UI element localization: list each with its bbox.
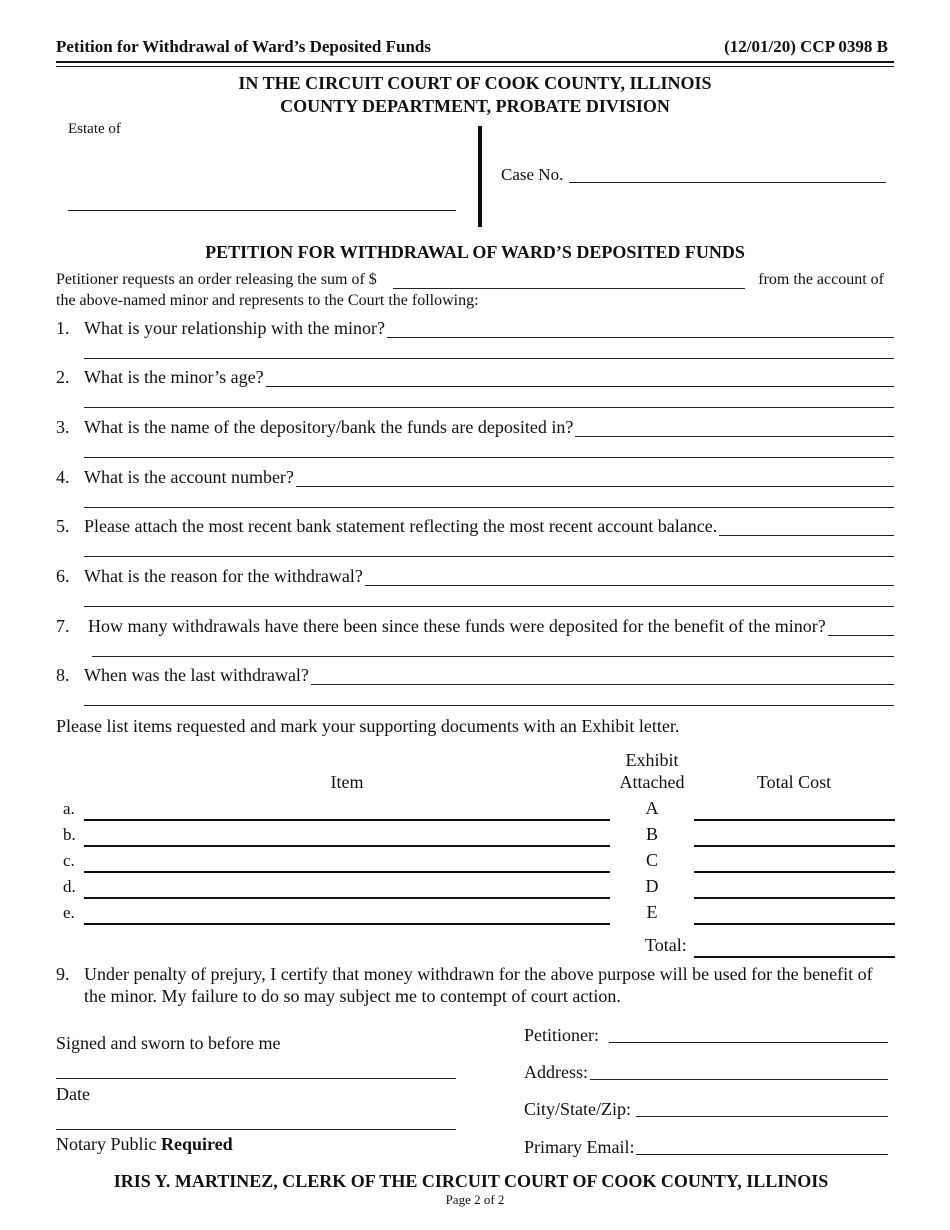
question-text: When was the last withdrawal? [84, 665, 309, 685]
col-exhibit-line2: Attached [619, 772, 685, 792]
intro-line2: the above-named minor and represents to the Court the following: [56, 292, 479, 309]
question-number: 1. [56, 318, 70, 338]
question-text: What is your relationship with the minor? [84, 318, 385, 338]
case-no-field[interactable] [569, 182, 886, 183]
question-text: Please attach the most recent bank statement reflecting the most recent account balance. [84, 516, 718, 536]
item-field[interactable] [84, 923, 610, 925]
answer-line[interactable] [84, 507, 894, 508]
answer-line[interactable] [84, 457, 894, 458]
certification-number: 9. [56, 964, 70, 984]
item-row-label: c. [63, 851, 75, 870]
question-number: 6. [56, 566, 70, 586]
intro-part1: Petitioner requests an order releasing the sum of $ [56, 271, 377, 288]
item-field[interactable] [84, 897, 610, 899]
address-field[interactable] [590, 1079, 888, 1080]
col-exhibit-line1: Exhibit [625, 750, 679, 770]
answer-line[interactable] [84, 556, 894, 557]
cost-field[interactable] [694, 897, 895, 899]
primary-email-field[interactable] [636, 1154, 888, 1155]
header-rule-top [56, 61, 894, 63]
notary-text: Notary Public [56, 1134, 157, 1154]
question-text: What is the minor’s age? [84, 367, 264, 387]
form-title: Petition for Withdrawal of Ward’s Deposited Funds [56, 37, 431, 56]
answer-line[interactable] [92, 656, 894, 657]
primary-email-label: Primary Email: [524, 1137, 635, 1157]
city-state-zip-field[interactable] [636, 1116, 888, 1117]
item-field[interactable] [84, 845, 610, 847]
question-number: 7. [56, 616, 70, 636]
cost-field[interactable] [694, 871, 895, 873]
caption-divider [478, 126, 482, 227]
certification-line1: Under penalty of prejury, I certify that money withdrawn for the above purpose will be used for the benefit of [84, 964, 873, 984]
case-no-label: Case No. [501, 165, 564, 184]
item-row-label: b. [63, 825, 76, 844]
notary-label [56, 1134, 233, 1155]
exhibit-letter: B [645, 824, 658, 844]
notary-signature-field[interactable] [56, 1129, 456, 1130]
form-code: (12/01/20) CCP 0398 B [724, 37, 888, 56]
question-text: What is the account number? [84, 467, 294, 487]
item-field[interactable] [84, 871, 610, 873]
col-item: Item [330, 772, 364, 792]
city-state-zip-label: City/State/Zip: [524, 1099, 631, 1119]
certification-line2: the minor. My failure to do so may subject me to contempt of court action. [84, 986, 621, 1006]
page-number: Page 2 of 2 [445, 1192, 505, 1207]
question-number: 4. [56, 467, 70, 487]
exhibit-letter: E [646, 902, 658, 922]
date-label: Date [56, 1084, 90, 1104]
answer-line[interactable] [84, 606, 894, 607]
item-field[interactable] [84, 819, 610, 821]
clerk-footer: IRIS Y. MARTINEZ, CLERK OF THE CIRCUIT COURT OF COOK COUNTY, ILLINOIS [113, 1171, 829, 1191]
total-label: Total: [645, 935, 687, 955]
cost-field[interactable] [694, 845, 895, 847]
item-row-label: d. [63, 877, 76, 896]
items-instruction: Please list items requested and mark your supporting documents with an Exhibit letter. [56, 716, 680, 736]
cost-field[interactable] [694, 819, 895, 821]
exhibit-letter: D [645, 876, 659, 896]
court-name: IN THE CIRCUIT COURT OF COOK COUNTY, ILLINOIS [238, 73, 712, 93]
sum-field[interactable] [393, 288, 745, 289]
question-text: What is the name of the depository/bank the funds are deposited in? [84, 417, 574, 437]
question-text: What is the reason for the withdrawal? [84, 566, 363, 586]
question-number: 2. [56, 367, 70, 387]
petitioner-field[interactable] [609, 1042, 888, 1043]
estate-label: Estate of [68, 121, 121, 137]
cost-field[interactable] [694, 923, 895, 925]
answer-line[interactable] [84, 705, 894, 706]
exhibit-letter: A [645, 798, 659, 818]
notary-required: Required [161, 1134, 233, 1154]
item-row-label: a. [63, 799, 75, 818]
question-number: 3. [56, 417, 70, 437]
total-field[interactable] [694, 956, 895, 958]
estate-name-field[interactable] [68, 210, 456, 211]
answer-line[interactable] [84, 358, 894, 359]
exhibit-letter: C [645, 850, 658, 870]
petition-title: PETITION FOR WITHDRAWAL OF WARD’S DEPOSITED FUNDS [205, 242, 745, 262]
address-label: Address: [524, 1062, 588, 1082]
header-rule-bottom [56, 66, 894, 67]
court-division: COUNTY DEPARTMENT, PROBATE DIVISION [280, 96, 670, 116]
col-total-cost: Total Cost [756, 772, 832, 792]
petitioner-label: Petitioner: [524, 1025, 599, 1045]
intro-part2: from the account of [758, 271, 884, 288]
question-number: 8. [56, 665, 70, 685]
sworn-signature-field[interactable] [56, 1078, 456, 1079]
question-text: How many withdrawals have there been since these funds were deposited for the benefit of the minor? [88, 616, 826, 636]
sworn-label: Signed and sworn to before me [56, 1033, 281, 1053]
answer-line[interactable] [84, 407, 894, 408]
item-row-label: e. [63, 903, 75, 922]
question-number: 5. [56, 516, 70, 536]
